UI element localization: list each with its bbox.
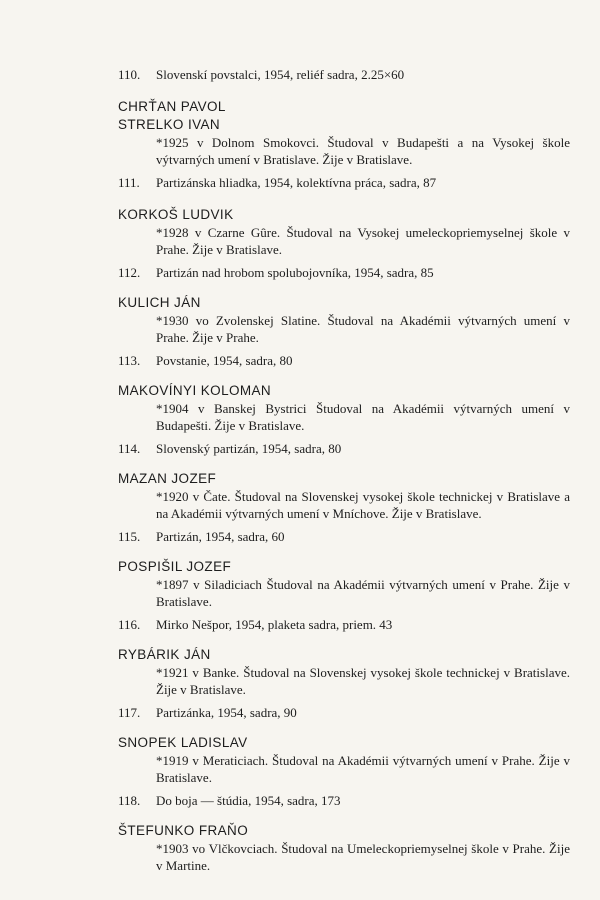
work-title: Slovenskí povstalci, 1954, reliéf sadra, 2.25×60 (156, 67, 405, 82)
work-number: 113. (118, 353, 141, 368)
artist-name: SNOPEK LADISLAV (118, 735, 248, 750)
artist-bio: *1930 vo Zvolenskej Slatine. Študoval na Akadémii výtvarných umení v Prahe. Žije v Prahe. (156, 313, 570, 345)
work-title: Slovenský partizán, 1954, sadra, 80 (156, 441, 342, 456)
work-title: Partizán, 1954, sadra, 60 (156, 529, 285, 544)
artist-name: CHRŤAN PAVOL (118, 99, 226, 114)
work-title: Partizánska hliadka, 1954, kolektívna práca, sadra, 87 (156, 175, 437, 190)
work-number: 114. (118, 441, 141, 456)
work-number: 115. (118, 529, 141, 544)
work-title: Mirko Nešpor, 1954, plaketa sadra, priem. 43 (156, 617, 393, 632)
catalog-entries (118, 66, 570, 874)
work-title: Partizán nad hrobom spolubojovníka, 1954, sadra, 85 (156, 265, 434, 280)
artist-name: MAKOVÍNYI KOLOMAN (118, 383, 272, 398)
artist-bio: *1920 v Čate. Študoval na Slovenskej vysokej škole technickej v Bratislave a na Akadémii výtvarných umení v Mníchove. Žije v Bratislave. (156, 489, 570, 521)
work-entry (118, 616, 570, 634)
artist-bio: *1903 vo Vlčkovciach. Študoval na Umeleckopriemyselnej škole v Prahe. Žije v Martine. (156, 841, 570, 873)
artist-name: KULICH JÁN (118, 295, 201, 310)
artist-bio: *1921 v Banke. Študoval na Slovenskej vysokej škole technickej v Bratislave. Žije v Bratislave. (156, 665, 570, 697)
artist-name: STRELKO IVAN (118, 117, 221, 132)
work-entry (118, 174, 570, 192)
artist-name: KORKOŠ LUDVIK (118, 207, 234, 222)
work-title: Do boja — štúdia, 1954, sadra, 173 (156, 793, 341, 808)
work-number: 112. (118, 265, 141, 280)
work-number: 118. (118, 793, 141, 808)
artist-name: POSPIŠIL JOZEF (118, 559, 232, 574)
work-number: 117. (118, 705, 141, 720)
artist-name: ŠTEFUNKO FRAŇO (118, 823, 249, 838)
work-entry (118, 704, 570, 722)
artist-bio: *1928 v Czarne Gûre. Študoval na Vysokej umeleckopriemyselnej škole v Prahe. Žije v Bratislave. (156, 225, 570, 257)
work-entry (118, 264, 570, 282)
work-title: Povstanie, 1954, sadra, 80 (156, 353, 293, 368)
artist-bio: *1925 v Dolnom Smokovci. Študoval v Budapešti a na Vysokej škole výtvarných umení v Bratislave. Žije v Bratislave. (156, 135, 570, 167)
work-number: 116. (118, 617, 141, 632)
work-number: 111. (118, 175, 140, 190)
work-entry (118, 440, 570, 458)
artist-bio: *1919 v Meraticiach. Študoval na Akadémii výtvarných umení v Prahe. Žije v Bratislave. (156, 753, 570, 785)
artist-name: RYBÁRIK JÁN (118, 647, 211, 662)
work-title: Partizánka, 1954, sadra, 90 (156, 705, 297, 720)
artist-bio: *1904 v Banskej Bystrici Študoval na Akadémii výtvarných umení v Budapešti. Žije v Bratislave. (156, 401, 570, 433)
work-entry (118, 66, 570, 84)
artist-bio: *1897 v Siladiciach Študoval na Akadémii výtvarných umení v Prahe. Žije v Bratislave. (156, 577, 570, 609)
artist-name: MAZAN JOZEF (118, 471, 217, 486)
work-number: 110. (118, 67, 141, 82)
work-entry (118, 528, 570, 546)
work-entry (118, 792, 570, 810)
work-entry (118, 352, 570, 370)
